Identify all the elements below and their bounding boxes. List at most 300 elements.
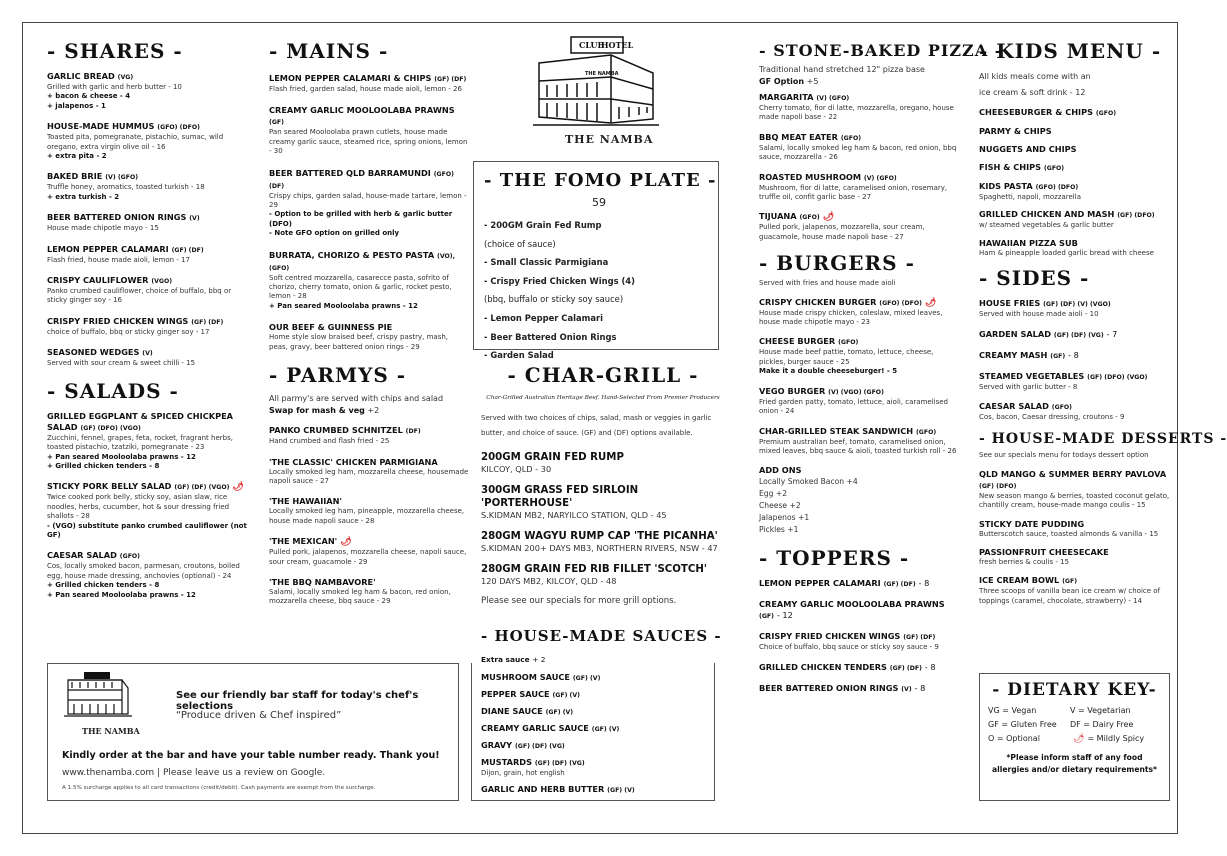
menu-item xyxy=(47,481,247,540)
menu-item xyxy=(47,316,247,337)
item-name xyxy=(481,784,711,796)
dietary-rows xyxy=(988,704,1161,746)
logo-caption: THE NAMBA xyxy=(565,133,654,146)
item-name-text: CREAMY GARLIC SAUCE xyxy=(481,723,589,734)
item-desc: Choice of buffalo, bbq sauce or sticky soy sauce - 9 xyxy=(759,643,939,652)
item-desc: w/ steamed vegetables & garlic butter xyxy=(979,221,1114,230)
item-name xyxy=(269,457,469,468)
pizza-gf: GF Option +5 xyxy=(759,77,819,86)
item-name-text: 'THE CLASSIC' CHICKEN PARMIGIANA xyxy=(269,456,438,467)
item-name xyxy=(269,425,469,437)
item-price: - 12 xyxy=(776,610,793,621)
menu-item xyxy=(481,689,711,701)
item-name xyxy=(47,275,247,287)
menu-item xyxy=(481,784,711,796)
item-name xyxy=(47,481,247,493)
item-tags: (VGO) xyxy=(151,278,173,286)
fomo-line: - Small Classic Parmigiana xyxy=(484,257,609,268)
item-tags: (V) xyxy=(142,350,153,358)
item-desc: choice of buffalo, bbq or sticky ginger soy - 17 xyxy=(47,327,210,336)
item-price: - 7 xyxy=(1106,328,1118,339)
item-name xyxy=(979,238,1171,249)
item-name-text: STICKY PORK BELLY SALAD xyxy=(47,481,172,492)
item-tags: (GF) (DFO) xyxy=(1117,212,1155,220)
mains-title: - MAINS - xyxy=(269,39,389,63)
fomo-line: - Crispy Fried Chicken Wings (4) xyxy=(484,275,635,286)
grill-item xyxy=(481,451,725,475)
item-name-text: DIANE SAUCE xyxy=(481,706,543,717)
addon-item: Egg +2 xyxy=(759,489,788,499)
item-desc: Salami, locally smoked leg ham & bacon, red onion, mozzarella cheese, bbq sauce - 29 xyxy=(269,587,451,606)
item-desc: Premium australian beef, tomato, caramelised onion, mixed leaves, bbq sauce & aioli, toasted turkish roll - 26 xyxy=(759,437,957,455)
item-name xyxy=(47,244,247,256)
logo-line2: HOTEL xyxy=(601,40,634,50)
item-name-text: BURRATA, CHORIZO & PESTO PASTA xyxy=(269,249,435,260)
menu-item xyxy=(481,672,711,684)
menu-item xyxy=(481,723,711,735)
kids-sides-column xyxy=(979,39,1227,614)
item-name xyxy=(979,144,1171,155)
bar-logo-caption: THE NAMBA xyxy=(82,726,140,736)
item-name-text: CRISPY FRIED CHICKEN WINGS xyxy=(759,631,901,642)
grill-desc: S.KIDMAN 200+ DAYS MB3, NORTHERN RIVERS, NSW - 47 xyxy=(481,543,718,553)
item-extra: + jalapenos - 1 xyxy=(47,101,106,110)
menu-item xyxy=(759,172,959,203)
menu-item xyxy=(47,347,247,368)
item-tags: (GF) xyxy=(269,119,284,127)
item-tags: (GF) (DF) xyxy=(889,664,922,672)
fomo-title: - THE FOMO PLATE - xyxy=(484,170,717,191)
item-desc: Zucchini, fennel, grapes, feta, rocket, fragrant herbs, toasted pistachio, tzatziki, pomegranate - 23 xyxy=(47,433,233,452)
item-extra: - Option to be grilled with herb & garlic butter (DFO) xyxy=(269,210,453,228)
parmys-list xyxy=(269,425,469,607)
desserts-title: - HOUSE-MADE DESSERTS - xyxy=(979,431,1227,448)
fomo-line: - Lemon Pepper Calamari xyxy=(484,312,604,323)
fomo-line: (bbq, buffalo or sticky soy sauce) xyxy=(484,294,624,305)
item-tags: (GFO) xyxy=(1095,110,1117,117)
item-name xyxy=(481,689,711,701)
sauces-extra: Extra sauce + 2 xyxy=(481,655,546,664)
item-name-text: CRISPY FRIED CHICKEN WINGS xyxy=(47,315,189,326)
item-tags: (V) (GFO) xyxy=(863,174,897,182)
menu-item xyxy=(759,426,959,457)
item-tags: (GF) (DF) xyxy=(191,318,224,326)
item-name-text: OUR BEEF & GUINNESS PIE xyxy=(269,322,393,333)
item-name-text: 'THE BBQ NAMBAVORE' xyxy=(269,576,376,587)
fomo-line: - 200GM Grain Fed Rump xyxy=(484,220,602,230)
menu-item xyxy=(759,386,959,417)
item-tags: (GFO) (DFO) xyxy=(1035,184,1079,191)
item-name xyxy=(979,469,1171,492)
namba-logo xyxy=(473,29,721,149)
item-name xyxy=(269,577,469,588)
menu-item xyxy=(47,411,247,472)
item-name-text: ICE CREAM BOWL xyxy=(979,575,1060,586)
item-name xyxy=(759,132,959,144)
chili-icon: 🌶 xyxy=(1073,734,1085,744)
mains-column xyxy=(269,39,469,617)
fomo-price: 59 xyxy=(592,196,606,209)
item-tags: (GFO) xyxy=(840,134,862,142)
sauces-section xyxy=(481,627,722,801)
item-desc: Hand crumbed and flash fried - 25 xyxy=(269,437,390,446)
grill-desc: S.KIDMAN MB2, NARYILCO STATION, QLD - 45 xyxy=(481,510,667,520)
hotel-building-logo xyxy=(531,33,661,133)
item-name-text: PANKO CRUMBED SCHNITZEL xyxy=(269,425,403,436)
bar-staff-box xyxy=(47,663,459,801)
item-name-text: TIJUANA xyxy=(759,211,797,222)
item-name-text: BEER BATTERED ONION RINGS xyxy=(47,212,187,223)
item-name xyxy=(269,496,469,507)
bar-website[interactable]: www.thenamba.com | Please leave us a review on Google. xyxy=(62,768,326,778)
item-desc: Pan seared Mooloolaba prawn cutlets, house made creamy garlic sauce, steamed rice, spring onions, lemon - 30 xyxy=(269,128,468,156)
item-name-text: CREAMY GARLIC MOOLOOLABA PRAWNS xyxy=(759,599,945,610)
item-name xyxy=(979,329,1171,341)
item-name xyxy=(47,347,247,359)
item-tags: (GF) (DF) xyxy=(434,76,467,83)
item-tags: (GF) (V) xyxy=(572,675,601,683)
item-name-text: 'THE HAWAIIAN' xyxy=(269,496,342,507)
menu-item xyxy=(47,171,247,202)
item-desc: Grilled with garlic and herb butter - 10 xyxy=(47,83,182,91)
item-name xyxy=(47,171,247,183)
menu-item xyxy=(269,250,469,312)
item-name-text: GRILLED CHICKEN AND MASH xyxy=(979,209,1115,220)
menu-item xyxy=(759,297,959,328)
item-tags: (GF) (V) xyxy=(591,726,620,734)
parmys-intro: All parmy's are served with chips and salad xyxy=(269,394,444,404)
menu-item xyxy=(979,575,1171,606)
dietary-key: GF = Gluten Free xyxy=(988,720,1057,729)
grill-name: 280GM WAGYU RUMP CAP 'THE PICANHA' xyxy=(481,531,718,542)
item-name-text: BEER BATTERED ONION RINGS xyxy=(759,682,899,693)
item-name xyxy=(979,350,1171,362)
item-desc: Served with sour cream & sweet chilli - 15 xyxy=(47,359,196,368)
item-name-text: PARMY & CHIPS xyxy=(979,126,1052,136)
dietary-key: DF = Dairy Free xyxy=(1070,720,1134,729)
item-name-text: PEPPER SAUCE xyxy=(481,689,550,700)
grill-item xyxy=(481,484,725,521)
item-tags: (V) (GFO) xyxy=(105,174,139,182)
menu-item xyxy=(979,209,1171,230)
item-extra: - (VGO) substitute panko crumbed cauliflower (not GF) xyxy=(47,521,247,539)
fomo-line: - Beer Battered Onion Rings xyxy=(484,331,617,342)
item-desc: Three scoops of vanilla bean ice cream w/ choice of toppings (caramel, chocolate, strawberry) - 14 xyxy=(979,587,1161,605)
pizza-intro: Traditional hand stretched 12" pizza base xyxy=(759,65,925,74)
bar-surcharge: A 1.5% surcharge applies to all card transactions (credit/debit). Cash payments are exempt from the surcharge. xyxy=(62,785,376,791)
menu-item xyxy=(47,244,247,265)
fomo-line: - Garden Salad xyxy=(484,350,554,361)
burgers-title: - BURGERS - xyxy=(759,251,915,276)
item-tags: (VO), (GFO) xyxy=(269,252,455,272)
item-tags: (GF) (V) xyxy=(607,786,635,794)
menu-item xyxy=(759,336,959,376)
item-desc: Pulled pork, jalapenos, mozzarella, sour cream, guacamole, house made napoli base - 27 xyxy=(759,223,925,241)
menu-item xyxy=(47,550,247,600)
menu-item xyxy=(759,631,959,652)
kids-title: - KIDS MENU - xyxy=(979,39,1162,63)
dietary-key: = Mildly Spicy xyxy=(1087,734,1145,743)
item-name xyxy=(481,706,711,718)
item-tags: (GF) (V) xyxy=(552,692,580,700)
menu-item xyxy=(269,322,469,352)
item-name-text: BAKED BRIE xyxy=(47,171,103,182)
item-name xyxy=(759,297,959,309)
dietary-key: VG = Vegan xyxy=(988,706,1037,715)
item-tags: (GFO) xyxy=(799,214,820,222)
chargrill-section xyxy=(481,363,725,607)
item-name-text: CHEESEBURGER & CHIPS xyxy=(979,107,1093,117)
item-price: - 8 xyxy=(924,661,936,672)
burgers-intro: Served with fries and house made aioli xyxy=(759,279,896,288)
fomo-list xyxy=(484,216,708,365)
item-name-text: ROASTED MUSHROOM xyxy=(759,171,862,182)
menu-item xyxy=(979,238,1171,258)
menu-item xyxy=(47,212,247,233)
item-name-text: 'THE MEXICAN' xyxy=(269,536,338,547)
sides-list xyxy=(979,298,1171,422)
menu-item xyxy=(979,371,1171,392)
bar-quote: “Produce driven & Chef inspired” xyxy=(176,710,342,721)
fomo-line: (choice of sauce) xyxy=(484,238,556,249)
item-name-text: GRILLED EGGPLANT & SPICED CHICKPEA SALAD xyxy=(47,410,233,432)
item-tags: (GF) (DF) xyxy=(903,634,936,642)
item-tags: (GF) (DF) (VG) xyxy=(534,760,585,768)
item-name-text: VEGO BURGER xyxy=(759,385,826,396)
item-tags: (GFO) xyxy=(915,428,937,436)
item-name-text: SEASONED WEDGES xyxy=(47,347,140,358)
item-name-text: MUSTARDS xyxy=(481,757,532,768)
item-desc: Served with garlic butter - 8 xyxy=(979,382,1078,391)
grill-name: 200GM GRAIN FED RUMP xyxy=(481,452,624,463)
item-name xyxy=(481,757,711,769)
item-tags: (GF) (DFO) (VGO) xyxy=(80,424,141,432)
menu-item xyxy=(47,275,247,306)
item-tags: (V) (VGO) (GFO) xyxy=(828,388,884,396)
item-name xyxy=(979,209,1171,221)
shares-column xyxy=(47,39,247,610)
chili-icon: 🌶 xyxy=(232,482,244,493)
item-price: - 8 xyxy=(914,682,926,693)
menu-item xyxy=(269,73,469,94)
dietary-key: V = Vegetarian xyxy=(1070,706,1131,715)
item-name xyxy=(759,211,959,223)
menu-item xyxy=(759,211,959,242)
chargrill-subtitle: Char-Grilled Australian Heritage Beef. Hand-Selected From Premier Producers xyxy=(486,395,720,401)
menu-item xyxy=(269,168,469,239)
grill-desc: KILCOY, QLD - 30 xyxy=(481,464,552,474)
item-name-text: MARGARITA xyxy=(759,92,814,102)
item-name-text: KIDS PASTA xyxy=(979,181,1033,191)
desserts-list xyxy=(979,469,1171,606)
menu-item xyxy=(979,329,1171,341)
item-name-text: CRISPY CAULIFLOWER xyxy=(47,275,149,286)
chili-icon: 🌶 xyxy=(340,537,352,548)
item-tags: (GF) xyxy=(1062,578,1078,586)
dietary-row xyxy=(988,718,1161,732)
dietary-row xyxy=(988,704,1161,718)
item-desc: Locally smoked leg ham, mozzarella cheese, housemade napoli sauce - 27 xyxy=(269,467,469,485)
item-tags: (VG) xyxy=(117,74,134,81)
item-tags: (GF) xyxy=(1050,352,1066,360)
item-name xyxy=(979,162,1171,174)
menu-item xyxy=(481,740,711,752)
item-tags: (GF) (DF) xyxy=(171,246,204,254)
addon-item: Jalapenos +1 xyxy=(759,513,810,523)
item-name-text: STICKY DATE PUDDING xyxy=(979,518,1085,529)
item-name-text: CREAMY MASH xyxy=(979,349,1048,360)
item-name-text: GARLIC BREAD xyxy=(47,71,115,81)
item-extra: + Pan seared Mooloolaba prawns - 12 xyxy=(269,301,418,310)
item-tags: (V) xyxy=(901,685,912,693)
desserts-intro: See our specials menu for todays dessert option xyxy=(979,451,1149,460)
item-tags: (V) (GFO) xyxy=(816,95,850,102)
item-tags: (GF) (DF) (VG) xyxy=(1053,331,1104,339)
addon-item: Cheese +2 xyxy=(759,501,801,511)
item-desc: Pulled pork, jalapenos, mozzarella cheese, napoli sauce, sour cream, guacamole - 29 xyxy=(269,548,467,566)
item-name xyxy=(47,121,247,133)
menu-item xyxy=(481,706,711,718)
item-name xyxy=(759,683,959,695)
grill-item xyxy=(481,530,725,554)
item-name xyxy=(47,71,247,83)
toppers-list xyxy=(759,578,959,694)
menu-item xyxy=(979,181,1171,202)
fomo-header xyxy=(484,170,717,210)
menu-item xyxy=(979,547,1171,567)
menu-item xyxy=(979,162,1171,174)
kids-intro2: ice cream & soft drink - 12 xyxy=(979,88,1086,97)
item-name xyxy=(47,411,247,434)
kids-list xyxy=(979,107,1171,258)
item-name-text: GRILLED CHICKEN TENDERS xyxy=(759,661,887,672)
item-tags: (GFO) xyxy=(119,553,141,561)
item-name-text: FISH & CHIPS xyxy=(979,162,1042,172)
item-tags: (GF) (DFO) xyxy=(979,482,1017,490)
salads-title: - SALADS - xyxy=(47,378,179,403)
item-name xyxy=(481,672,711,684)
menu-item xyxy=(759,132,959,163)
menu-item xyxy=(47,121,247,161)
item-desc: Mushroom, fior di latte, caramelised onion, rosemary, truffle oil, confit garlic base - 27 xyxy=(759,183,948,202)
burgers-list xyxy=(759,297,959,457)
item-desc: Ham & pineapple loaded garlic bread with cheese xyxy=(979,248,1154,257)
item-name-text: GRAVY xyxy=(481,740,513,751)
menu-item xyxy=(979,126,1171,137)
item-name-text: LEMON PEPPER CALAMARI xyxy=(759,578,881,589)
mains-list xyxy=(269,73,469,352)
menu-item xyxy=(269,425,469,446)
salads-list xyxy=(47,411,247,600)
menu-item xyxy=(269,105,469,156)
item-desc: Soft centred mozzarella, casarecce pasta, sofrito of chorizo, cherry tomato, onion & garlic, rocket pesto, lemon - 28 xyxy=(269,273,452,301)
item-extra: + Grilled chicken tenders - 8 xyxy=(47,581,160,590)
item-name xyxy=(979,107,1171,119)
item-extra: Make it a double cheeseburger! - 5 xyxy=(759,367,898,376)
item-name-text: HAWAIIAN PIZZA SUB xyxy=(979,237,1078,248)
item-price: - 8 xyxy=(1068,349,1079,360)
item-name-text: STEAMED VEGETABLES xyxy=(979,370,1085,381)
item-name xyxy=(979,519,1171,530)
item-name-text: CHEESE BURGER xyxy=(759,336,836,347)
dietary-note: *Please inform staff of any food allergies and/or dietary requirements* xyxy=(991,753,1158,774)
item-desc: Butterscotch sauce, toasted almonds & vanilla - 15 xyxy=(979,529,1159,538)
chili-icon: 🌶 xyxy=(924,297,937,308)
shares-title: - SHARES - xyxy=(47,39,183,63)
item-name-text: HOUSE FRIES xyxy=(979,298,1041,309)
menu-item xyxy=(979,107,1171,119)
addon-item: Locally Smoked Bacon +4 xyxy=(759,477,858,487)
item-name xyxy=(269,250,469,274)
item-desc: Locally smoked leg ham, pineapple, mozzarella cheese, house made napoli sauce - 28 xyxy=(269,507,465,525)
item-desc: Home style slow braised beef, crispy pastry, mash, peas, gravy, beer battered onion rings - 29 xyxy=(269,333,449,351)
item-name xyxy=(269,322,469,333)
item-desc: Salami, locally smoked leg ham & bacon, red onion, bbq sauce, mozzarella - 26 xyxy=(759,143,957,162)
logo-line1: CLUB xyxy=(579,40,605,50)
hotel-building-logo xyxy=(62,668,134,730)
parmys-swap: Swap for mash & veg +2 xyxy=(269,406,380,416)
item-tags: (GFO) (DFO) xyxy=(157,124,200,132)
item-name-text: CRISPY CHICKEN BURGER xyxy=(759,296,877,307)
item-name xyxy=(979,298,1171,310)
center-column xyxy=(473,29,721,149)
menu-item xyxy=(269,496,469,526)
item-tags: (GF) (DF) (V) (VGO) xyxy=(1043,301,1111,309)
menu-item xyxy=(979,350,1171,362)
pizza-title: - STONE-BAKED PIZZA - xyxy=(759,41,1003,60)
item-name xyxy=(47,212,247,224)
sauces-title: - HOUSE-MADE SAUCES - xyxy=(481,627,722,645)
menu-item xyxy=(759,599,959,622)
item-name xyxy=(481,740,711,752)
bar-headline: See our friendly bar staff for today's chef's selections xyxy=(176,690,419,712)
item-name xyxy=(759,386,959,398)
chargrill-list xyxy=(481,451,725,587)
item-name xyxy=(481,723,711,735)
item-desc: Panko crumbed cauliflower, choice of buffalo, bbq or sticky ginger soy - 16 xyxy=(47,287,232,305)
item-name xyxy=(979,575,1171,587)
item-desc: Cherry tomato, fior di latte, mozzarella, oregano, house made napoli base - 22 xyxy=(759,104,954,122)
item-name xyxy=(759,336,959,348)
parmys-title: - PARMYS - xyxy=(269,363,407,388)
item-name-text: CHAR-GRILLED STEAK SANDWICH xyxy=(759,425,914,436)
item-name xyxy=(759,631,959,643)
item-desc: House made crispy chicken, coleslaw, mixed leaves, house made chipotle mayo - 23 xyxy=(759,308,943,327)
item-name xyxy=(979,547,1171,558)
item-desc: New season mango & berries, toasted coconut gelato, chantilly cream, house-made mango coulis - 15 xyxy=(979,491,1170,510)
item-extra: + extra turkish - 2 xyxy=(47,192,120,201)
item-name xyxy=(269,105,469,128)
item-tags: (GFO) xyxy=(1043,165,1065,172)
item-name xyxy=(269,168,469,192)
item-name-text: PASSIONFRUIT CHEESECAKE xyxy=(979,547,1109,558)
sides-title: - SIDES - xyxy=(979,266,1090,291)
dietary-row xyxy=(988,732,1161,746)
menu-item xyxy=(759,683,959,695)
item-tags: (GF) xyxy=(759,613,774,621)
item-desc: Crispy chips, garden salad, house-made tartare, lemon - 29 xyxy=(269,191,467,210)
item-extra: + bacon & cheese - 4 xyxy=(47,92,131,101)
item-name xyxy=(979,371,1171,383)
item-extra: + extra pita - 2 xyxy=(47,152,107,161)
dietary-title: - DIETARY KEY- xyxy=(992,680,1157,700)
item-name-text: QLD MANGO & SUMMER BERRY PAVLOVA xyxy=(979,468,1167,479)
item-name-text: BBQ MEAT EATER xyxy=(759,131,838,142)
item-name-text: CAESAR SALAD xyxy=(47,550,117,561)
menu-page xyxy=(22,22,1227,834)
item-extra: - Note GFO option on grilled only xyxy=(269,229,400,238)
menu-item xyxy=(979,469,1171,511)
